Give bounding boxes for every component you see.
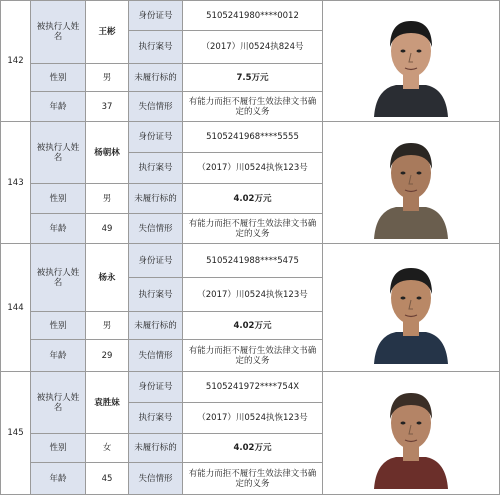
unpaid-label: 未履行标的	[129, 312, 183, 340]
unpaid-amount: 4.02万元	[183, 184, 323, 214]
age-value: 49	[86, 214, 129, 244]
conduct-label: 失信情形	[129, 463, 183, 495]
record-row-144	[1, 244, 500, 278]
record-row-142	[1, 1, 500, 31]
gender-value: 男	[86, 312, 129, 340]
record-number: 143	[1, 122, 31, 244]
record-number: 145	[1, 372, 31, 495]
conduct-label: 失信情形	[129, 92, 183, 122]
debtor-photo	[323, 372, 500, 495]
unpaid-amount: 4.02万元	[183, 312, 323, 340]
unpaid-amount: 4.02万元	[183, 434, 323, 463]
conduct-label: 失信情形	[129, 214, 183, 244]
conduct-label: 失信情形	[129, 340, 183, 372]
age-label: 年龄	[31, 214, 86, 244]
portrait-graphic	[366, 127, 456, 239]
debtor-photo	[323, 1, 500, 122]
gender-label: 性别	[31, 312, 86, 340]
case-number-value: （2017）川0524执恢123号	[183, 278, 323, 312]
id-card-value: 5105241972****754X	[183, 372, 323, 403]
age-label: 年龄	[31, 92, 86, 122]
portrait-image	[325, 127, 497, 239]
id-card-value: 5105241968****5555	[183, 122, 323, 153]
portrait-graphic	[366, 5, 456, 117]
id-card-value: 5105241988****5475	[183, 244, 323, 278]
age-label: 年龄	[31, 463, 86, 495]
case-number-value: （2017）川0524执恢123号	[183, 153, 323, 184]
debtor-name: 杨朝林	[86, 122, 129, 184]
record-number: 144	[1, 244, 31, 372]
record-row-143	[1, 122, 500, 153]
debtor-name: 杨永	[86, 244, 129, 312]
unpaid-amount: 7.5万元	[183, 64, 323, 92]
case-number-value: （2017）川0524执恢123号	[183, 403, 323, 434]
case-number-value: （2017）川0524执824号	[183, 31, 323, 64]
portrait-image	[325, 377, 497, 489]
portrait-image	[325, 252, 497, 364]
case-number-label: 执行案号	[129, 31, 183, 64]
conduct-value: 有能力而拒不履行生效法律文书确定的义务	[183, 214, 323, 244]
debtor-name: 王彬	[86, 1, 129, 64]
age-label: 年龄	[31, 340, 86, 372]
age-value: 37	[86, 92, 129, 122]
portrait-graphic	[366, 377, 456, 489]
record-number: 142	[1, 1, 31, 122]
age-value: 45	[86, 463, 129, 495]
table-body	[1, 1, 500, 495]
age-value: 29	[86, 340, 129, 372]
name-label: 被执行人姓名	[31, 372, 86, 434]
conduct-value: 有能力而拒不履行生效法律文书确定的义务	[183, 463, 323, 495]
case-number-label: 执行案号	[129, 278, 183, 312]
unpaid-label: 未履行标的	[129, 434, 183, 463]
gender-label: 性别	[31, 64, 86, 92]
name-label: 被执行人姓名	[31, 122, 86, 184]
conduct-value: 有能力而拒不履行生效法律文书确定的义务	[183, 340, 323, 372]
gender-value: 男	[86, 64, 129, 92]
portrait-graphic	[366, 252, 456, 364]
gender-value: 女	[86, 434, 129, 463]
gender-label: 性别	[31, 434, 86, 463]
record-row-145	[1, 372, 500, 403]
id-card-value: 5105241980****0012	[183, 1, 323, 31]
unpaid-label: 未履行标的	[129, 184, 183, 214]
id-card-label: 身份证号	[129, 372, 183, 403]
unpaid-label: 未履行标的	[129, 64, 183, 92]
case-number-label: 执行案号	[129, 403, 183, 434]
gender-label: 性别	[31, 184, 86, 214]
id-card-label: 身份证号	[129, 122, 183, 153]
id-card-label: 身份证号	[129, 244, 183, 278]
name-label: 被执行人姓名	[31, 1, 86, 64]
debtor-photo	[323, 122, 500, 244]
portrait-image	[325, 5, 497, 117]
case-number-label: 执行案号	[129, 153, 183, 184]
debtor-name: 袁胜妹	[86, 372, 129, 434]
name-label: 被执行人姓名	[31, 244, 86, 312]
gender-value: 男	[86, 184, 129, 214]
conduct-value: 有能力而拒不履行生效法律文书确定的义务	[183, 92, 323, 122]
debtor-photo	[323, 244, 500, 372]
id-card-label: 身份证号	[129, 1, 183, 31]
